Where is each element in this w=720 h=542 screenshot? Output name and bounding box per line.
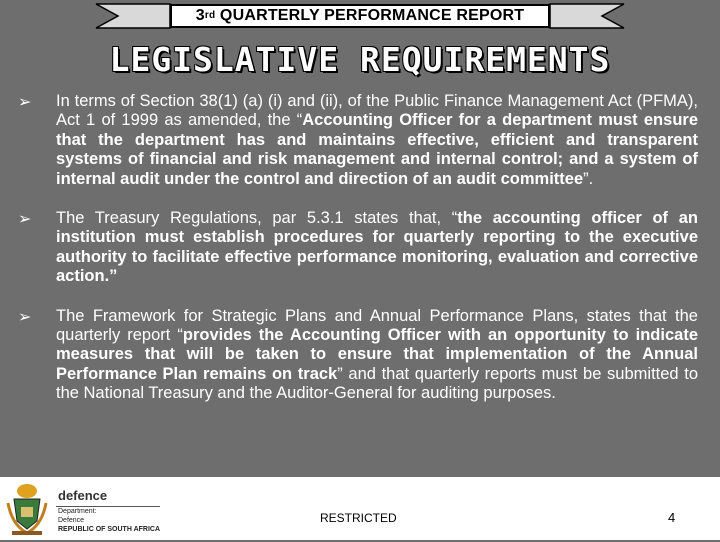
arrow-bullet-icon: ➢ — [18, 211, 32, 229]
department-country: REPUBLIC OF SOUTH AFRICA — [58, 526, 161, 533]
bullet-text — [56, 209, 698, 287]
bullet-text-bold: provides the Accounting Officer with an opportunity to indicate measures that will be taken to ensure that implementation of the Annual Performance Plan remains on track — [56, 326, 698, 383]
banner-prefix: 3 — [195, 7, 205, 24]
bullet-item — [18, 307, 698, 404]
bullet-text-bold: Accounting Officer for a department must ensure that the department has and maintains effective, efficient and transparent systems of financial and risk management and internal control; and a system of internal audit under the control and direction of an audit committee — [56, 111, 698, 188]
department-divider — [56, 506, 160, 507]
page-title: LEGISLATIVE REQUIREMENTS — [109, 40, 611, 79]
bullet-item — [18, 92, 698, 189]
bullet-text-plain: The Framework for Strategic Plans and Annual Performance Plans, states that the quarterly report “ — [56, 306, 698, 345]
bullet-text-plain: In terms of Section 38(1) (a) (i) and (ii), of the Public Finance Management Act (PFMA), Act 1 of 1999 as amended, the “ — [56, 92, 698, 130]
footer — [0, 477, 720, 540]
arrow-bullet-icon: ➢ — [18, 94, 32, 111]
report-banner — [0, 0, 720, 36]
banner-title: 3 rd QUARTERLY PERFORMANCE REPORT — [170, 4, 550, 28]
department-label-defence: Defence — [58, 517, 85, 524]
bullet-text-plain: The Treasury Regulations, par 5.3.1 states that, “ — [56, 209, 458, 228]
bullet-text-plain: ”. — [583, 169, 594, 188]
footer-logo — [4, 481, 164, 537]
department-label: Department: — [58, 508, 97, 515]
coat-of-arms-icon — [4, 481, 50, 537]
bullet-text — [56, 92, 698, 189]
page-number: 4 — [668, 510, 676, 525]
bullet-item — [18, 209, 698, 287]
bullet-text — [56, 307, 698, 404]
classification-label: RESTRICTED — [320, 511, 397, 525]
department-name: defence — [58, 488, 108, 503]
banner-rest: QUARTERLY PERFORMANCE REPORT — [215, 7, 525, 24]
bullet-list — [18, 92, 698, 424]
bullet-text-bold: the accounting officer of an institution must establish procedures for quarterly reporting to the executive authority to facilitate effective performance monitoring, evaluation and corrective action.” — [56, 209, 698, 286]
bullet-text-plain: ” and that quarterly reports must be submitted to the National Treasury and the Auditor-General for auditing purposes. — [56, 364, 699, 403]
arrow-bullet-icon: ➢ — [18, 308, 32, 326]
